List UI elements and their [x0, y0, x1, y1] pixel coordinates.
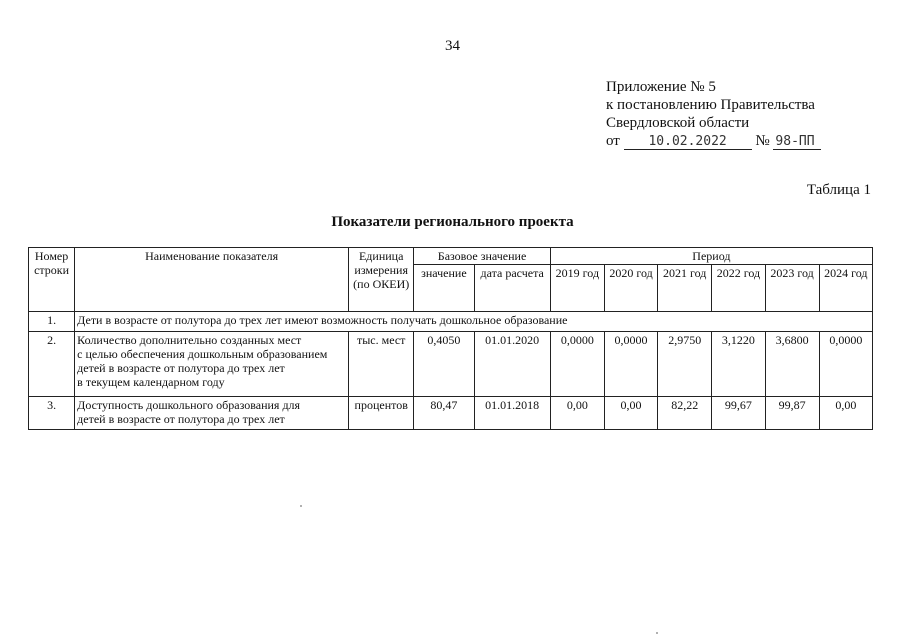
year-value-cell: 99,87: [765, 397, 819, 430]
indicator-name-line: детей в возрасте от полутора до трех лет: [77, 412, 285, 426]
header-base: Базовое значение: [414, 248, 550, 265]
indicator-name-line: Количество дополнительно созданных мест: [77, 333, 302, 347]
table-title: Показатели регионального проекта: [331, 214, 574, 230]
base-value-cell: 0,4050: [414, 332, 474, 397]
scan-speck: [656, 632, 658, 634]
year-value-cell: 0,0000: [604, 332, 657, 397]
indicator-name: [75, 397, 349, 430]
indicator-name-line: с целью обеспечения дошкольным образованием: [77, 347, 328, 361]
row-number: 3.: [29, 397, 75, 430]
indicator-name-line: Доступность дошкольного образования для: [77, 398, 301, 412]
header-year: 2022 год: [712, 265, 765, 312]
section-row: [29, 312, 873, 332]
section-text: Дети в возрасте от полутора до трех лет имеют возможность получать дошкольное образование: [75, 312, 873, 332]
row-number: 2.: [29, 332, 75, 397]
date-prefix: от: [606, 133, 620, 149]
year-value-cell: 3,1220: [712, 332, 765, 397]
resolution-number: 98-ПП: [773, 134, 821, 150]
indicator-name: [75, 332, 349, 397]
indicator-name-line: детей в возрасте от полутора до трех лет: [77, 361, 285, 375]
base-date-cell: 01.01.2020: [474, 332, 550, 397]
year-value-cell: 0,00: [550, 397, 604, 430]
page-number: 34: [445, 38, 460, 54]
unit-cell: тыс. мест: [349, 332, 414, 397]
base-date-cell: 01.01.2018: [474, 397, 550, 430]
header-row-no: Номер строки: [29, 248, 75, 312]
table-row: [29, 332, 873, 397]
indicators-table: [28, 247, 873, 430]
table-row: [29, 397, 873, 430]
appendix-date-line: [606, 132, 821, 150]
resolution-date: 10.02.2022: [624, 134, 752, 150]
header-base-value: значение: [414, 265, 474, 312]
indicator-name-line: в текущем календарном году: [77, 375, 225, 389]
number-prefix: №: [755, 133, 770, 149]
scan-speck: [300, 505, 302, 507]
year-value-cell: 82,22: [658, 397, 712, 430]
appendix-block: [606, 78, 821, 150]
header-base-date: дата расчета: [474, 265, 550, 312]
header-year: 2019 год: [550, 265, 604, 312]
year-value-cell: 99,67: [712, 397, 765, 430]
appendix-line-1: Приложение № 5: [606, 79, 716, 95]
header-row-1: [29, 248, 873, 265]
header-unit: Единица измерения (по ОКЕИ): [349, 248, 414, 312]
header-year: 2020 год: [604, 265, 657, 312]
year-value-cell: 0,0000: [550, 332, 604, 397]
header-year: 2024 год: [819, 265, 872, 312]
year-value-cell: 2,9750: [658, 332, 712, 397]
header-name: Наименование показателя: [75, 248, 349, 312]
appendix-line-3: Свердловской области: [606, 115, 750, 131]
year-value-cell: 0,00: [604, 397, 657, 430]
appendix-line-2: к постановлению Правительства: [606, 97, 815, 113]
year-value-cell: 0,00: [819, 397, 872, 430]
year-value-cell: 3,6800: [765, 332, 819, 397]
header-year: 2023 год: [765, 265, 819, 312]
year-value-cell: 0,0000: [819, 332, 872, 397]
table-label: Таблица 1: [806, 182, 871, 198]
header-period: Период: [550, 248, 872, 265]
unit-cell: процентов: [349, 397, 414, 430]
header-year: 2021 год: [658, 265, 712, 312]
section-number: 1.: [29, 312, 75, 332]
base-value-cell: 80,47: [414, 397, 474, 430]
